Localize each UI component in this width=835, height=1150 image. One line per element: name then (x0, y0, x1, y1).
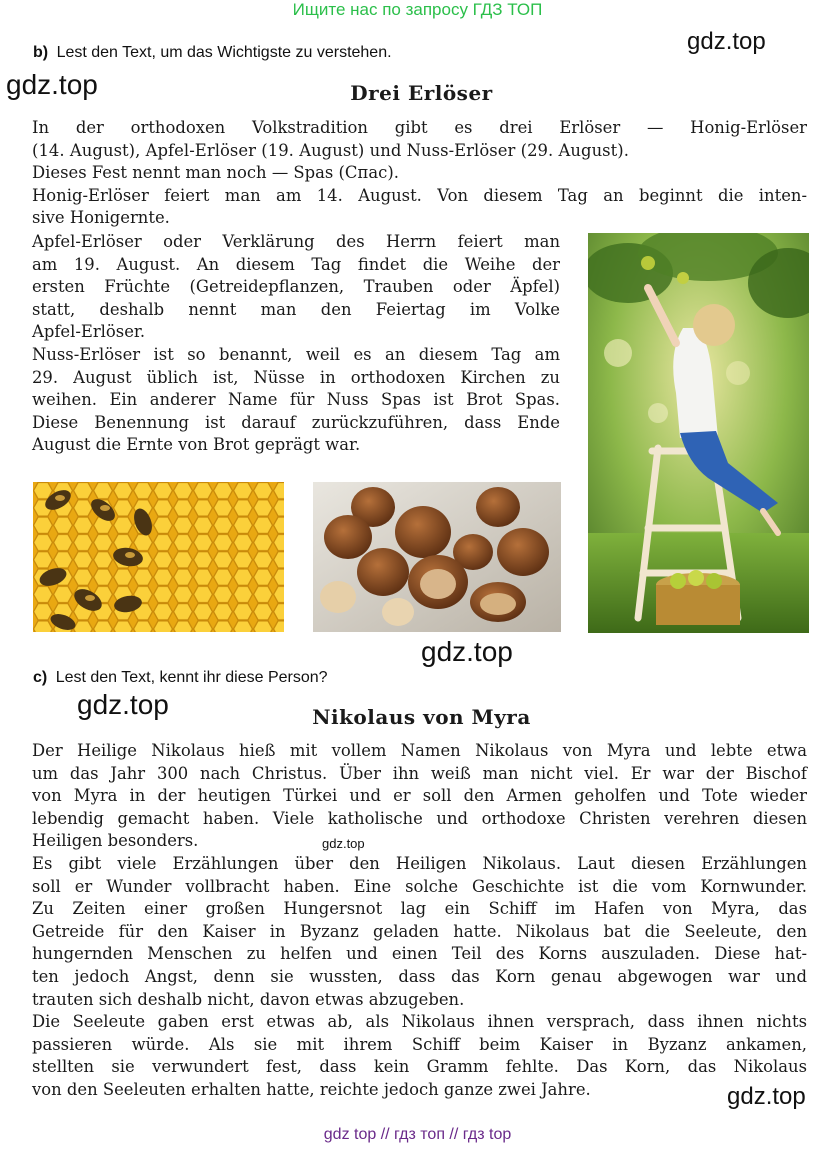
text-line: passieren würde. Als sie mit ihrem Schiff beim Kaiser in Byzanz ankamen, (32, 1034, 807, 1054)
text-line: Nuss-Erlöser ist so benannt, weil es an diesem Tag am (32, 344, 560, 364)
text-line: um das Jahr 300 nach Christus. Über ihn weiß man nicht viel. Er war der Bischof (32, 763, 807, 783)
text-line: am 19. August. An diesem Tag findet die Weihe der (32, 254, 560, 274)
photo-hazelnuts (313, 482, 561, 632)
text-line: Heiligen besonders. (32, 831, 199, 851)
task-c-letter: c) (33, 669, 48, 686)
watermark: gdz.top (6, 69, 98, 100)
text-line: Zu Zeiten einer großen Hungersnot lag ein Schiff im Hafen von Myra, das (32, 899, 807, 919)
text-line: Die Seeleute gaben erst etwas ab, als Nikolaus ihnen versprach, dass ihnen nichts (32, 1012, 807, 1032)
footer-links[interactable]: gdz top // гдз топ // гдз top (323, 1126, 512, 1143)
text-line: In der orthodoxen Volkstradition gibt es drei Erlöser — Honig-Erlöser (32, 118, 807, 137)
text-line: statt, deshalb nennt man den Feiertag im Volke (32, 299, 560, 319)
text-line: lebendig gemacht haben. Viele katholische und orthodoxe Christen verehren diesen (32, 808, 807, 828)
text-line: soll er Wunder vollbracht haben. Eine solche Geschichte ist die vom Kornwunder. (32, 876, 807, 896)
watermark: gdz.top (421, 636, 513, 667)
watermark: gdz.top (322, 836, 365, 851)
title-nikolaus-von-myra: Nikolaus von Myra (312, 705, 531, 729)
task-c-text: Lest den Text, kennt ihr diese Person? (55, 669, 328, 686)
task-b (33, 44, 392, 62)
text-line: Honig-Erlöser feiert man am 14. August. Von diesem Tag an beginnt die inten- (32, 185, 807, 205)
text-line: ersten Früchte (Getreidepflanzen, Trauben oder Äpfel) (32, 277, 560, 297)
photo-honeycomb-bees (33, 482, 284, 632)
text-line: 29. August üblich ist, Nüsse in orthodoxen Kirchen zu (32, 367, 560, 387)
text-block-b-left (32, 231, 560, 457)
text-line: Diese Benennung ist darauf zurückzuführen, dass Ende (32, 412, 560, 432)
task-c (33, 669, 328, 687)
text-line: Apfel-Erlöser. (32, 322, 146, 342)
text-line: hungernden Menschen zu helfen und einen Teil des Korns auszuladen. Diese hat- (32, 944, 807, 964)
top-banner[interactable]: Ищите нас по запросу ГДЗ ТОП (292, 0, 543, 19)
text-block-c (32, 740, 807, 1102)
text-line: von Myra in der heutigen Türkei und er soll den Armen geholfen und Tote wieder (32, 786, 807, 806)
task-b-text: Lest den Text, um das Wichtigste zu verstehen. (56, 44, 392, 61)
watermark: gdz.top (727, 1083, 806, 1110)
text-line: weihen. Ein anderer Name für Nuss Spas ist Brot Spas. (32, 390, 560, 410)
text-line: trauten sich deshalb nicht, davon etwas abzugeben. (32, 989, 465, 1009)
text-line: Es gibt viele Erzählungen über den Heiligen Nikolaus. Laut diesen Erzählungen (32, 853, 807, 873)
task-b-letter: b) (33, 44, 49, 61)
text-line: ten jedoch Angst, denn sie wussten, dass das Korn genau abgewogen war und (32, 966, 807, 986)
text-line: stellten sie verwundert fest, dass kein Gramm fehlte. Das Korn, das Nikolaus (32, 1057, 807, 1077)
text-line: (14. August), Apfel-Erlöser (19. August) und Nuss-Erlöser (29. August). (32, 140, 629, 160)
watermark: gdz.top (77, 689, 169, 720)
text-block-b-top (32, 117, 807, 230)
watermark: gdz.top (687, 28, 766, 55)
text-line: Der Heilige Nikolaus hieß mit vollem Namen Nikolaus von Myra und lebte etwa (32, 741, 807, 760)
photo-child-picking-apples (588, 233, 809, 633)
text-line: August die Ernte von Brot geprägt war. (32, 435, 361, 455)
title-drei-erloeser: Drei Erlöser (350, 81, 493, 105)
text-line: Apfel-Erlöser oder Verklärung des Herrn feiert man (32, 232, 560, 251)
text-line: sive Honigernte. (32, 208, 170, 228)
text-line: von den Seeleuten erhalten hatte, reichte jedoch ganze zwei Jahre. (32, 1079, 591, 1099)
text-line: Dieses Fest nennt man noch — Spas (Спас). (32, 163, 399, 183)
text-line: Getreide für den Kaiser in Byzanz geladen hatte. Nikolaus bat die Seeleute, den (32, 921, 807, 941)
